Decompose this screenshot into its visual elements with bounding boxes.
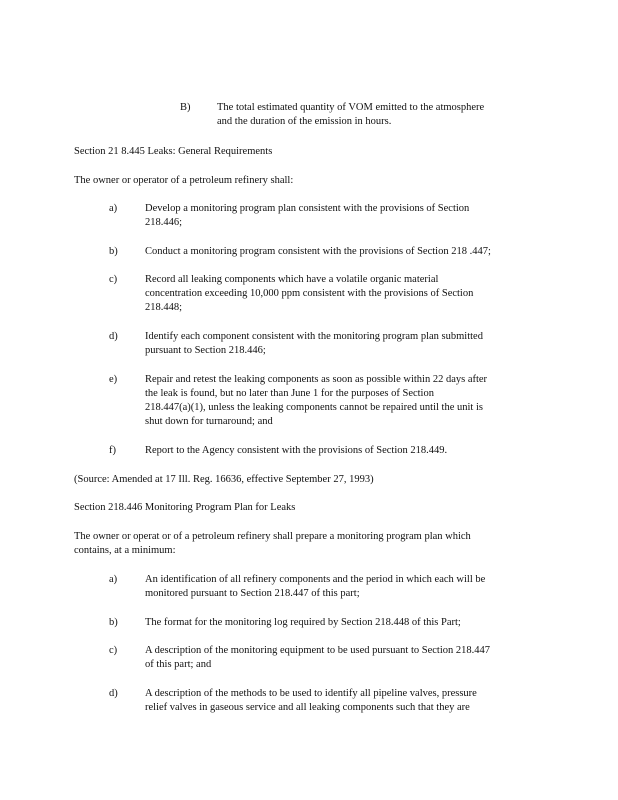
- item-text-line: An identification of all refinery components and the period in which each will be: [145, 574, 486, 585]
- item-text-line: pursuant to Section 218.446;: [145, 345, 266, 356]
- item-text-line: Record all leaking components which have a volatile organic material: [145, 274, 439, 285]
- item-label: e): [109, 374, 118, 385]
- item-label: d): [109, 331, 118, 342]
- item-text-line: 218.447(a)(1), unless the leaking components cannot be repaired until the unit is: [145, 402, 483, 413]
- item-text-line: The format for the monitoring log required by Section 218.448 of this Part;: [145, 617, 461, 628]
- item-text-line: A description of the monitoring equipment to be used pursuant to Section 218.447: [145, 645, 490, 656]
- item-text-line: concentration exceeding 10,000 ppm consistent with the provisions of Section: [145, 288, 474, 299]
- item-text-line: 218.446;: [145, 217, 183, 228]
- item-text-line: A description of the methods to be used to identify all pipeline valves, pressure: [145, 688, 477, 699]
- item-text-line: monitored pursuant to Section 218.447 of this part;: [145, 588, 360, 599]
- item-text-line: relief valves in gaseous service and all leaking components such that they are: [145, 702, 470, 713]
- item-text-line: Report to the Agency consistent with the provisions of Section 218.449.: [145, 445, 448, 456]
- item-text-line: of this part; and: [145, 659, 212, 670]
- section-heading: Section 218.446 Monitoring Program Plan for Leaks: [74, 502, 296, 513]
- intro-line: contains, at a minimum:: [74, 545, 176, 556]
- item-text-line: Conduct a monitoring program consistent with the provisions of Section 218 .447;: [145, 246, 491, 257]
- intro-line: The owner or operat or of a petroleum refinery shall prepare a monitoring program plan which: [74, 531, 471, 542]
- section-intro: The owner or operator of a petroleum refinery shall:: [74, 175, 294, 186]
- section-intro: [74, 530, 471, 558]
- item-label: c): [109, 274, 118, 285]
- source-note: (Source: Amended at 17 Ill. Reg. 16636, effective September 27, 1993): [74, 474, 374, 485]
- item-text-line: Identify each component consistent with the monitoring program plan submitted: [145, 331, 483, 342]
- item-text-line: 218.448;: [145, 302, 183, 313]
- item-label: B): [180, 102, 191, 113]
- item-label: c): [109, 645, 118, 656]
- section-heading: Section 21 8.445 Leaks: General Requirements: [74, 146, 273, 157]
- item-label: a): [109, 574, 118, 585]
- item-label: f): [109, 445, 116, 456]
- item-text-line: and the duration of the emission in hours.: [217, 116, 392, 127]
- item-label: a): [109, 203, 118, 214]
- item-label: d): [109, 688, 118, 699]
- item-text-line: The total estimated quantity of VOM emitted to the atmosphere: [217, 102, 485, 113]
- item-label: b): [109, 617, 118, 628]
- item-text-line: the leak is found, but no later than June 1 for the purposes of Section: [145, 388, 434, 399]
- item-text-line: Repair and retest the leaking components as soon as possible within 22 days after: [145, 374, 488, 385]
- item-label: b): [109, 246, 118, 257]
- item-text-line: Develop a monitoring program plan consistent with the provisions of Section: [145, 203, 470, 214]
- item-text-line: shut down for turnaround; and: [145, 416, 273, 427]
